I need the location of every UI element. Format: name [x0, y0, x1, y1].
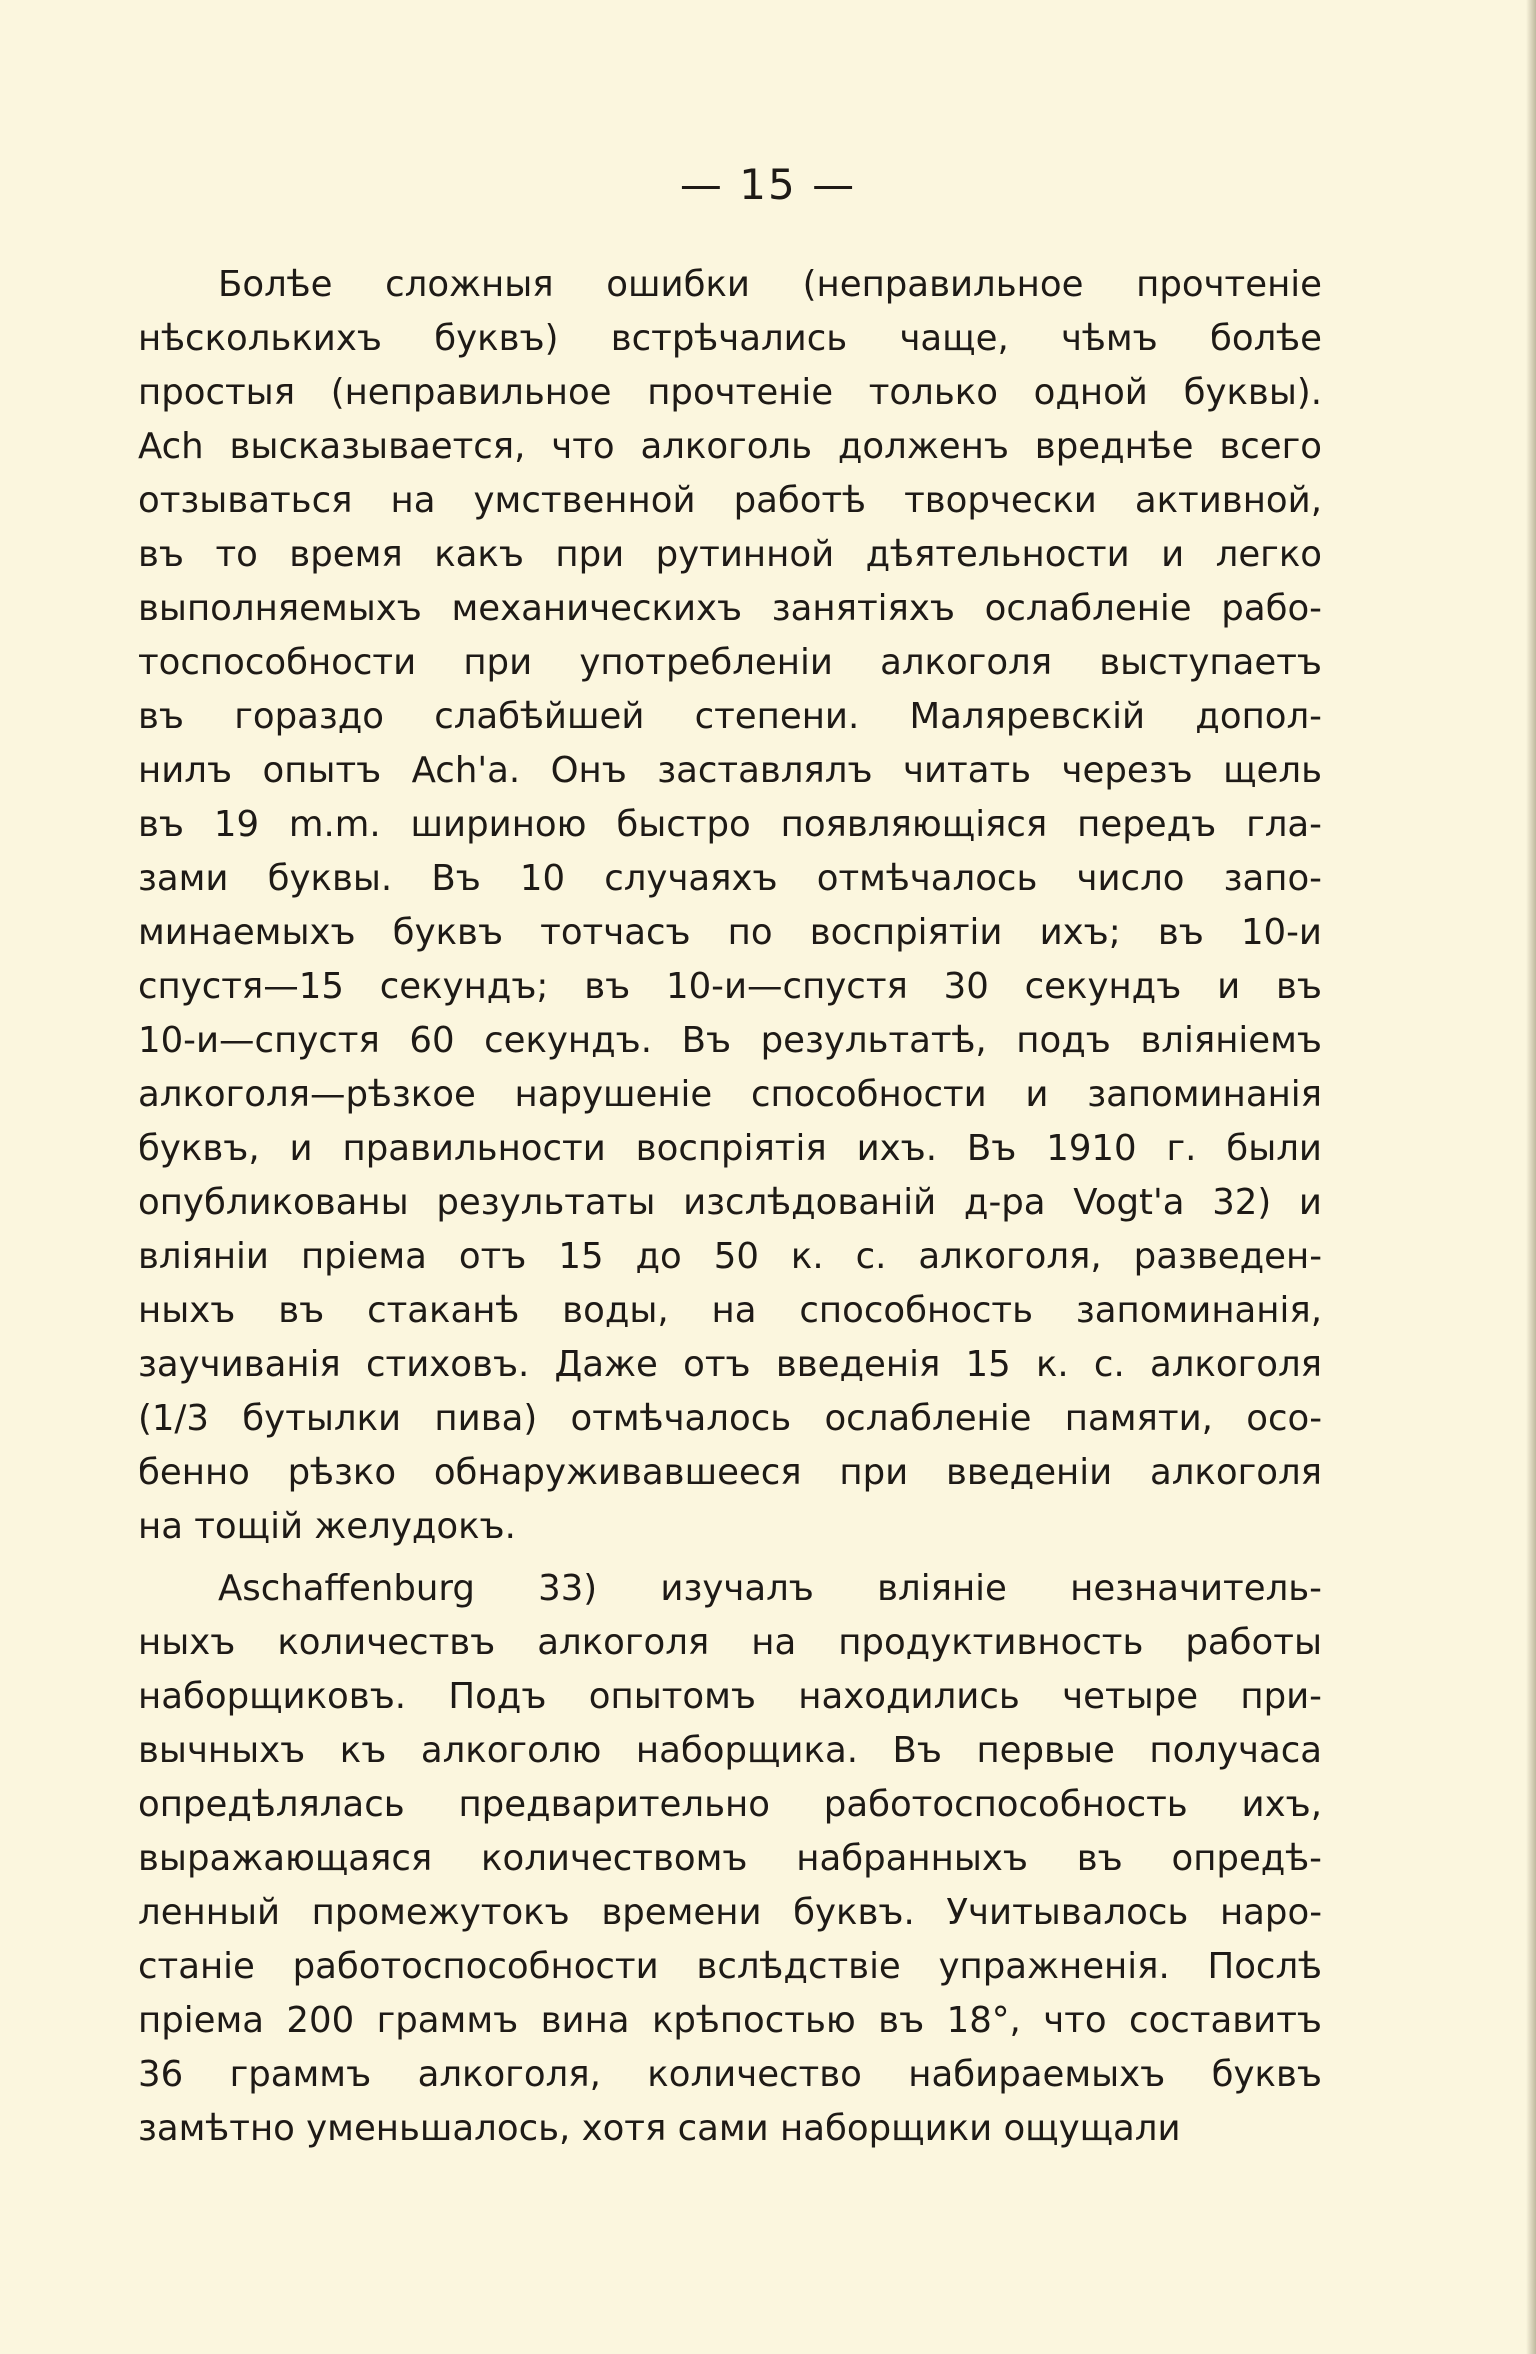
- text-line: станіе работоспособности вслѣдствіе упражненія. Послѣ: [138, 1946, 1322, 1987]
- text-line: вычныхъ къ алкоголю наборщика. Въ первые получаса: [138, 1730, 1322, 1771]
- text-line: (1/3 бутылки пива) отмѣчалось ослабленіе памяти, осо-: [138, 1398, 1322, 1439]
- text-line: на тощій желудокъ.: [138, 1506, 516, 1547]
- text-line: бенно рѣзко обнаруживавшееся при введеніи алкоголя: [138, 1452, 1322, 1493]
- paragraph-1: [138, 258, 1322, 1554]
- text-line: отзываться на умственной работѣ творчески активной,: [138, 480, 1322, 521]
- text-line: Ach высказывается, что алкоголь долженъ вреднѣе всего: [138, 426, 1322, 467]
- text-line: спустя—15 секундъ; въ 10-и—спустя 30 секундъ и въ: [138, 966, 1322, 1007]
- text-line: Aschaffenburg 33) изучалъ вліяніе незначитель-: [218, 1568, 1322, 1609]
- text-line: выражающаяся количествомъ набранныхъ въ опредѣ-: [138, 1838, 1322, 1879]
- text-line: въ 19 m.m. шириною быстро появляющіяся передъ гла-: [138, 804, 1322, 845]
- text-line: опубликованы результаты изслѣдованій д-ра Vogt'а 32) и: [138, 1182, 1322, 1223]
- text-line: нилъ опытъ Ach'а. Онъ заставлялъ читать черезъ щель: [138, 750, 1322, 791]
- text-line: пріема 200 граммъ вина крѣпостью въ 18°, что составитъ: [138, 2000, 1322, 2041]
- text-line: тоспособности при употребленіи алкоголя выступаетъ: [138, 642, 1322, 683]
- text-line: въ гораздо слабѣйшей степени. Маляревскій допол-: [138, 696, 1322, 737]
- text-line: минаемыхъ буквъ тотчасъ по воспріятіи ихъ; въ 10-и: [138, 912, 1322, 953]
- text-line: ныхъ количествъ алкоголя на продуктивность работы: [138, 1622, 1322, 1663]
- text-line: выполняемыхъ механическихъ занятіяхъ ослабленіе рабо-: [138, 588, 1322, 629]
- text-line: Болѣе сложныя ошибки (неправильное прочтеніе: [218, 264, 1322, 305]
- paragraph-2: [138, 1562, 1322, 2156]
- page-edge-shadow: [1526, 0, 1536, 2354]
- text-line: замѣтно уменьшалось, хотя сами наборщики ощущали: [138, 2108, 1181, 2149]
- page-number: — 15 —: [679, 160, 857, 209]
- text-line: наборщиковъ. Подъ опытомъ находились четыре при-: [138, 1676, 1322, 1717]
- body-text: [138, 258, 1322, 2156]
- text-line: заучиванія стиховъ. Даже отъ введенія 15 к. с. алкоголя: [138, 1344, 1322, 1385]
- text-line: буквъ, и правильности воспріятія ихъ. Въ 1910 г. были: [138, 1128, 1322, 1169]
- text-line: ныхъ въ стаканѣ воды, на способность запоминанія,: [138, 1290, 1322, 1331]
- text-line: 10-и—спустя 60 секундъ. Въ результатѣ, подъ вліяніемъ: [138, 1020, 1322, 1061]
- text-line: опредѣлялась предварительно работоспособность ихъ,: [138, 1784, 1322, 1825]
- text-line: нѣсколькихъ буквъ) встрѣчались чаще, чѣмъ болѣе: [138, 318, 1322, 359]
- text-line: въ то время какъ при рутинной дѣятельности и легко: [138, 534, 1322, 575]
- text-line: зами буквы. Въ 10 случаяхъ отмѣчалось число запо-: [138, 858, 1322, 899]
- text-line: 36 граммъ алкоголя, количество набираемыхъ буквъ: [138, 2054, 1322, 2095]
- text-line: вліяніи пріема отъ 15 до 50 к. с. алкоголя, разведен-: [138, 1236, 1322, 1277]
- text-line: ленный промежутокъ времени буквъ. Учитывалось наро-: [138, 1892, 1322, 1933]
- text-line: простыя (неправильное прочтеніе только одной буквы).: [138, 372, 1322, 413]
- text-line: алкоголя—рѣзкое нарушеніе способности и запоминанія: [138, 1074, 1322, 1115]
